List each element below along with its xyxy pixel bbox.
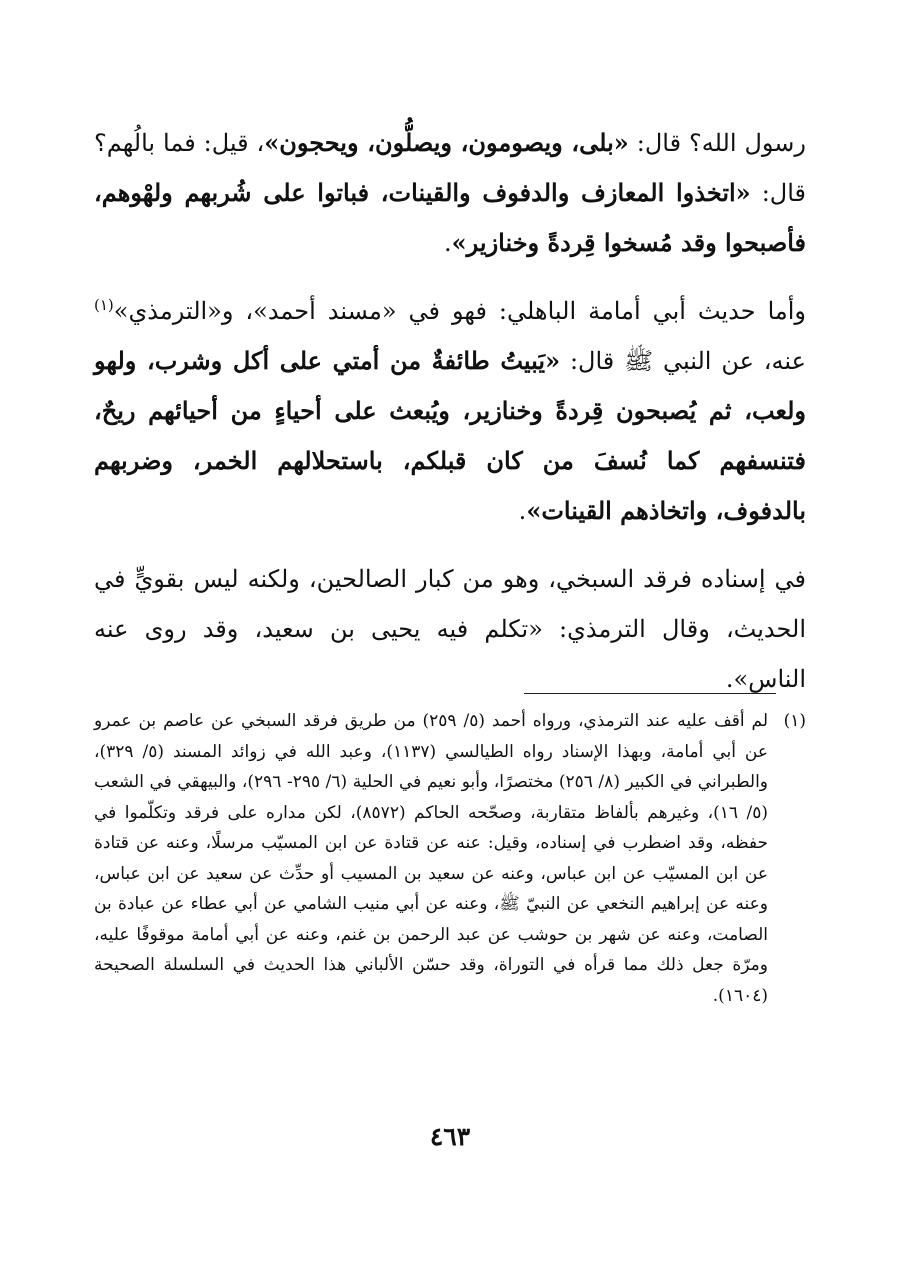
p2-text-2: عنه، عن النبي ﷺ قال: (560, 347, 806, 375)
page-number: ٤٦٣ (429, 1122, 471, 1151)
footnote-reference[interactable]: (١) (94, 296, 114, 314)
footnotes (94, 706, 806, 1011)
p1-quote-2: «اتخذوا المعازف والدفوف والقينات، فباتوا على شُربهم ولهْوهم، فأصبحوا وقد مُسخوا قِردةً وخنازير» (94, 178, 806, 257)
p1-text-3: . (444, 229, 452, 257)
p2-quote-1: «يَبيتُ طائفةٌ من أمتي على أكل وشرب، ولهو ولعب، ثم يُصبحون قِردةً وخنازير، ويُبعث على أحياءٍ من أحيائهم ريحٌ، فتنسفهم كما نُسفَ من كان قبلكم، باستحلالهم الخمر، وضربهم بالدفوف، واتخاذهم القينات» (94, 346, 807, 525)
footnote-item (94, 706, 806, 1011)
p1-text-1: رسول الله؟ قال: (628, 129, 806, 157)
paragraph-3: في إسناده فرقد السبخي، وهو من كبار الصالحين، ولكنه ليس بقويٍّ في الحديث، وقال الترمذي: «تكلم فيه يحيى بن سعيد، وقد روى عنه الناس». (94, 565, 806, 693)
p2-text-3: . (518, 497, 527, 525)
main-text (94, 118, 806, 704)
paragraph-1 (94, 118, 806, 268)
p1-quote-1: «بلى، ويصومون، ويصلُّون، ويحجون» (264, 128, 629, 157)
footnote-divider (524, 693, 776, 694)
paragraph-2 (94, 286, 806, 536)
footnote-number: (١) (783, 711, 806, 731)
footnote-text: لم أقف عليه عند الترمذي، ورواه أحمد (٥/ ٢٥٩) من طريق فرقد السبخي عن عاصم بن عمرو عن أبي أمامة، وبهذا الإسناد رواه الطيالسي (١١٣٧)، وعبد الله في زوائد المسند (٥/ ٣٢٩)، والطبراني في الكبير (٨/ ٢٥٦) مختصرًا، وأبو نعيم في الحلية (٦/ ٢٩٥- ٢٩٦)، والبيهقي في الشعب (٥/ ١٦)، وغيرهم بألفاظ متقاربة، وصحّحه الحاكم (٨٥٧٢)، لكن مداره على فرقد وتكلّموا في حفظه، وقد اضطرب في إسناده، وقيل: عنه عن قتادة عن ابن المسيّب مرسلًا، وعنه عن قتادة عن ابن المسيّب عن ابن عباس، وعنه عن سعيد بن المسيب أو حدِّث عن سعيد عن ابن عباس، وعنه عن إبراهيم النخعي عن النبيّ ﷺ، وعنه عن أبي منيب الشامي عن أبي عطاء عن عبادة بن الصامت، وعنه عن شهر بن حوشب عن عبد الرحمن بن غنم، وعنه عن أبي أمامة موقوفًا عليه، ومرّة جعل ذلك مما قرأه في التوراة، وقد حسّن الألباني هذا الحديث في السلسلة الصحيحة (١٦٠٤). (94, 711, 768, 1006)
p2-text-1: وأما حديث أبي أمامة الباهلي: فهو في «مسند أحمد»، و«الترمذي» (113, 297, 806, 325)
p1-text-2: ، قيل: فما بالُهم؟ قال: (94, 129, 807, 207)
